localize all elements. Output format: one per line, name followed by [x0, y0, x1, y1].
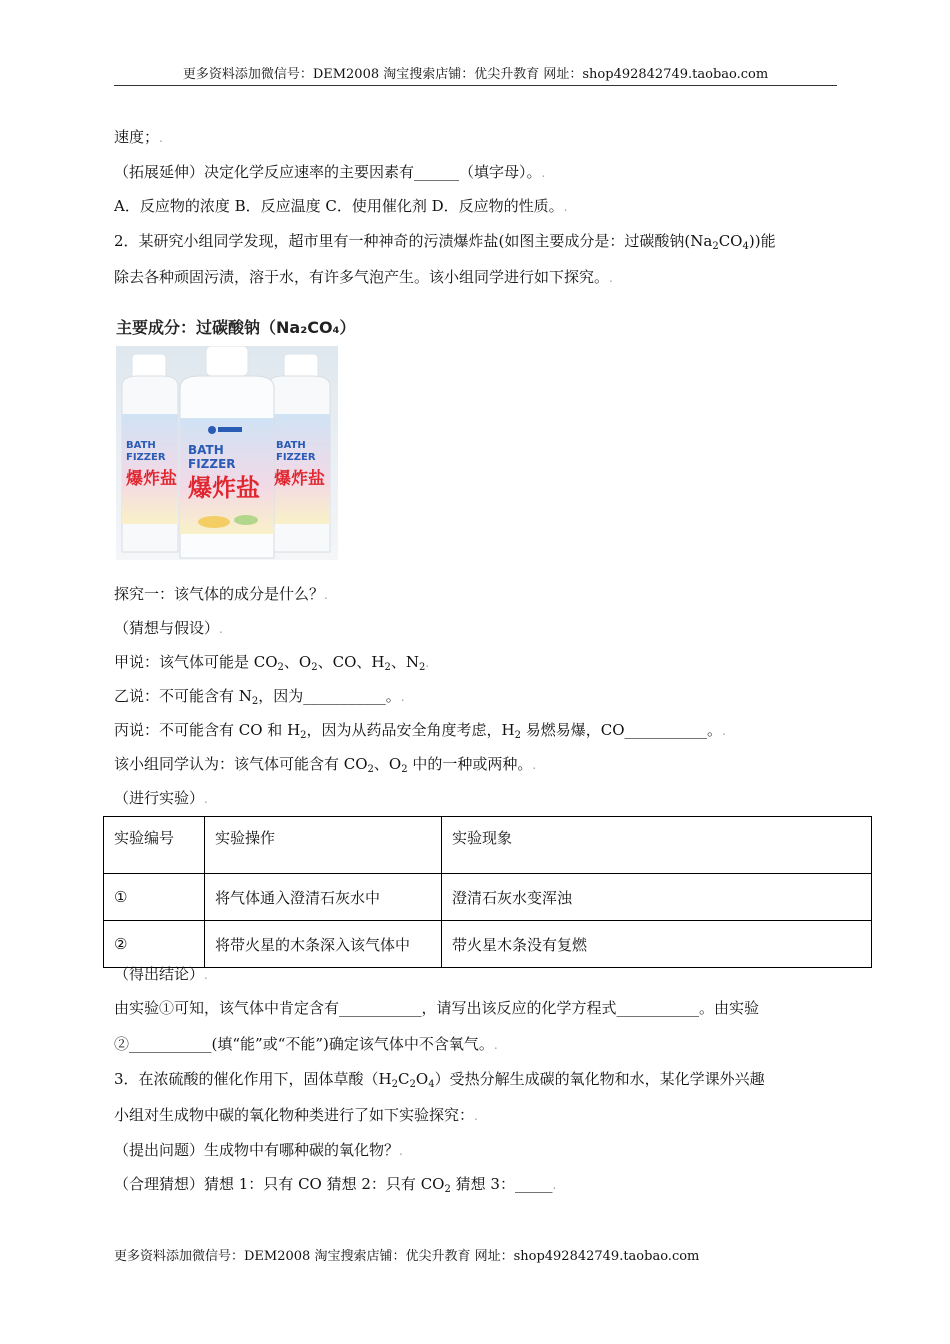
- text-line-1: 速度；.: [114, 128, 163, 146]
- text-line-2: （拓展延伸）决定化学反应速率的主要因素有______（填字母）。.: [114, 163, 546, 181]
- svg-text:BATH: BATH: [126, 440, 156, 451]
- table-cell: ①: [104, 874, 205, 921]
- question-2-line-1: 2．某研究小组同学发现，超市里有一种神奇的污渍爆炸盐(如图主要成分是：过碳酸钠$(Na_2CO_4)$)能: [114, 232, 776, 252]
- header-divider: [114, 85, 837, 86]
- figure-caption: 主要成分：过碳酸钠（Na₂CO₄）: [116, 318, 356, 337]
- table-cell: 将带火星的木条深入该气体中: [205, 921, 442, 968]
- page-header: 更多资料添加微信号：DEM2008 淘宝搜索店铺：优尖升教育 网址：shop492842749.taobao.com: [182, 67, 769, 82]
- product-photo: [116, 346, 338, 560]
- section-experiment: （进行实验）.: [114, 789, 208, 807]
- product-name-line1: BATH: [188, 443, 224, 457]
- svg-text:FIZZER: FIZZER: [276, 452, 316, 463]
- table-cell: ②: [104, 921, 205, 968]
- hypothesis-b: 乙说：不可能含有 $N_2$，因为___________。.: [114, 687, 405, 707]
- table-row: [104, 874, 872, 921]
- table-header-cell: 实验编号: [104, 817, 205, 874]
- table-header-row: [104, 817, 872, 874]
- table-row: [104, 921, 872, 968]
- table-header-cell: 实验现象: [442, 817, 872, 874]
- hypothesis-c: 丙说：不可能含有 CO 和 $H_2$，因为从药品安全角度考虑，$H_2$ 易燃易爆，CO___________。.: [114, 721, 726, 741]
- section-hypothesis: （猜想与假设）.: [114, 619, 223, 637]
- experiment-table: [103, 816, 872, 968]
- question-3-line-1: 3．在浓硫酸的催化作用下，固体草酸$(H_2C_2O_4)$受热分解生成碳的氧化物和水，某化学课外兴趣: [114, 1070, 765, 1090]
- hypothesis-a: 甲说：该气体可能是 $CO_2$、$O_2$、CO、$H_2$、$N_2$.: [114, 653, 430, 673]
- conclusion-line-2: ②___________(填“能”或“不能”)确定该气体中不含氧气。.: [114, 1035, 498, 1053]
- bottle-center: [180, 346, 274, 558]
- table-header-cell: 实验操作: [205, 817, 442, 874]
- svg-text:爆炸盐: 爆炸盐: [126, 469, 177, 489]
- page-footer: 更多资料添加微信号：DEM2008 淘宝搜索店铺：优尖升教育 网址：shop492842749.taobao.com: [114, 1249, 700, 1264]
- question-3-line-2: 小组对生成物中碳的氧化物种类进行了如下实验探究：.: [114, 1106, 478, 1124]
- inquiry-1-title: 探究一：该气体的成分是什么？.: [114, 585, 328, 603]
- table-cell: 澄清石灰水变浑浊: [442, 874, 872, 921]
- section-guess: （合理猜想）猜想 1：只有 CO 猜想 2：只有 $CO_2$ 猜想 3：_____.: [114, 1175, 557, 1195]
- svg-text:BATH: BATH: [276, 440, 306, 451]
- question-2-line-2: 除去各种顽固污渍，溶于水，有许多气泡产生。该小组同学进行如下探究。.: [114, 268, 613, 286]
- product-name-cn: 爆炸盐: [188, 474, 260, 502]
- conclusion-line-1: 由实验①可知，该气体中肯定含有___________，请写出该反应的化学方程式___________。由实验: [114, 999, 760, 1017]
- table-cell: 将气体通入澄清石灰水中: [205, 874, 442, 921]
- text-line-3: A．反应物的浓度 B．反应温度 C．使用催化剂 D．反应物的性质。.: [114, 197, 568, 215]
- group-conclusion: 该小组同学认为：该气体可能含有 $CO_2$、$O_2$ 中的一种或两种。.: [114, 755, 537, 775]
- svg-text:爆炸盐: 爆炸盐: [274, 469, 325, 489]
- section-question: （提出问题）生成物中有哪种碳的氧化物？.: [114, 1141, 403, 1159]
- svg-text:FIZZER: FIZZER: [126, 452, 166, 463]
- table-cell: 带火星木条没有复燃: [442, 921, 872, 968]
- section-conclusion: （得出结论）.: [114, 965, 208, 983]
- bottle-left: [122, 354, 178, 552]
- product-name-line2: FIZZER: [188, 457, 236, 471]
- bottle-right: [268, 354, 330, 552]
